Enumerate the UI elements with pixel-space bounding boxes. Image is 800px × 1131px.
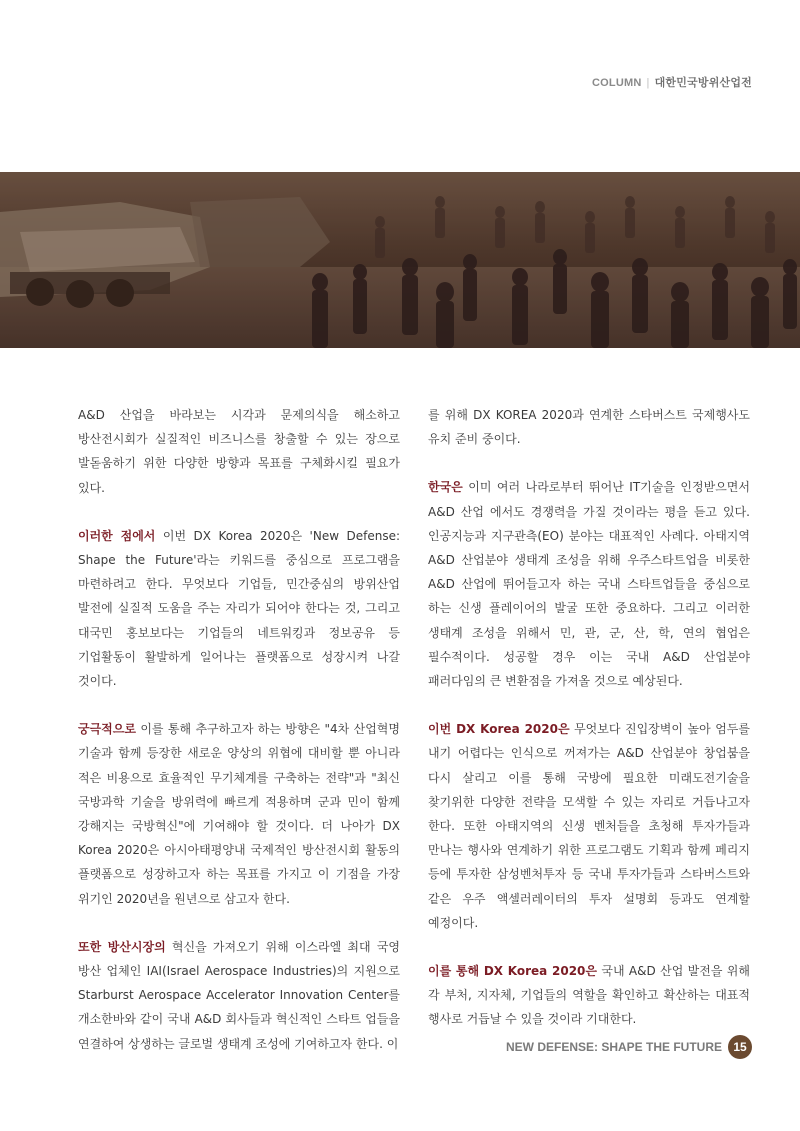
paragraph-lead: 이를 통해 DX Korea 2020은 [428,964,597,979]
header-section: COLUMN [592,77,642,89]
running-header [592,74,752,90]
page-number-badge: 15 [728,1035,752,1059]
running-footer [506,1035,752,1059]
paragraph [428,403,750,451]
paragraph [428,959,750,1032]
paragraph-text: 혁신을 가져오기 위해 이스라엘 최대 국영 방산 업체인 IAI(Israel Aerospace Industries)의 지원으로 Starburst Aerospace Accelerator Innovation Center를 개소한바와 같이 국내 A&D 회사들과 혁신적인 스타트 업들을 연결하여 상생하는 글로벌 생태계 조성에 기여하고자 한다. 이 [78,939,401,1051]
paragraph [78,524,400,693]
paragraph-lead: 한국은 [428,480,463,495]
paragraph [78,403,400,500]
paragraph-text: A&D 산업을 바라보는 시각과 문제의식을 해소하고 방산전시회가 실질적인 비즈니스를 창출할 수 있는 장으로 발돋움하기 위한 다양한 방향과 목표를 구체화시킬 필요가 있다. [78,408,400,495]
paragraph-lead: 이러한 점에서 [78,528,156,543]
header-title: 대한민국방위산업전 [654,77,752,89]
exhibition-photo-icon [0,172,800,348]
paragraph [428,717,750,935]
paragraph-text: 이번 DX Korea 2020은 'New Defense: Shape the Future'라는 키워드를 중심으로 프로그램을 마련하려고 한다. 무엇보다 기업들, 민간중심의 방위산업 발전에 실질적 도움을 주는 자리가 되어야 한다는 것, 그리고 대국민 홍보보다는 기업들의 네트워킹과 정보공유 등 기업활동이 활발하게 일어나는 플랫폼으로 성장시켜 나갈 것이다. [78,528,400,689]
footer-tagline: NEW DEFENSE: SHAPE THE FUTURE [505,1040,722,1054]
paragraph-text: 국내 A&D 산업 발전을 위해 각 부처, 지자체, 기업들의 역할을 확인하고 확산하는 대표적 행사로 거듭날 수 있을 것이라 기대한다. [428,964,750,1027]
right-column [428,403,750,1056]
exhibition-photo [0,172,800,348]
paragraph [428,475,750,693]
left-column [78,403,400,1080]
paragraph-text: 무엇보다 진입장벽이 높아 엄두를 내기 어렵다는 인식으로 꺼져가는 A&D 산업분야 창업붐을 다시 살리고 이를 통해 국방에 필요한 미래도전기술을 찾기위한 다양한 전략을 모색할 수 있는 자리로 거듭나고자 한다. 또한 아태지역의 신생 벤처들을 초청해 투자가들과 만나는 행사와 연계하기 위한 프로그램도 기획과 함께 페리지 등에 투자한 삼성벤처투자 등 국내 투자가들과 스타버스트와 같은 우주 액셀러레이터의 투자 설명회 등과도 연계할 예정이다. [428,722,750,930]
header-divider: | [646,77,650,89]
paragraph-lead: 또한 방산시장의 [78,939,166,954]
paragraph-text: 를 위해 DX KOREA 2020과 연계한 스타버스트 국제행사도 유치 준비 중이다. [428,408,750,447]
paragraph [78,717,400,911]
paragraph [78,935,400,1056]
paragraph-lead: 이번 DX Korea 2020은 [428,722,570,737]
paragraph-text: 이를 통해 추구하고자 하는 방향은 "4차 산업혁명 기술과 함께 등장한 새로운 양상의 위협에 대비할 뿐 아니라 적은 비용으로 효율적인 무기체계를 구축하는 전략"과 "최신 국방과학 기술을 방위력에 빠르게 적용하며 군과 민이 함께 강해지는 국방혁신"에 기여해야 할 것이다. 더 나아가 DX Korea 2020은 아시아태평양내 국제적인 방산전시회 활동의 플랫폼으로 성장하고자 하는 목표를 가지고 이 기점을 가장 위기인 2020년을 원년으로 삼고자 한다. [78,722,400,906]
paragraph-lead: 궁극적으로 [78,722,136,737]
paragraph-text: 이미 여러 나라로부터 뛰어난 IT기술을 인정받으면서 A&D 산업 에서도 경쟁력을 가질 것이라는 평을 듣고 있다. 인공지능과 지구관측(EO) 분야는 대표적인 사례다. 아태지역 A&D 산업분야 생태계 조성을 위해 우주스타트업을 비롯한 A&D 산업에 뛰어들고자 하는 국내 스타트업들을 중심으로 하는 신생 플레이어의 발굴 또한 중요하다. 그리고 이러한 생태계 조성을 위해서 민, 관, 군, 산, 학, 연의 협업은 필수적이다. 성공할 경우 이는 국내 A&D 산업분야 패러다임의 큰 변환점을 가져올 것으로 예상된다. [428,480,750,689]
